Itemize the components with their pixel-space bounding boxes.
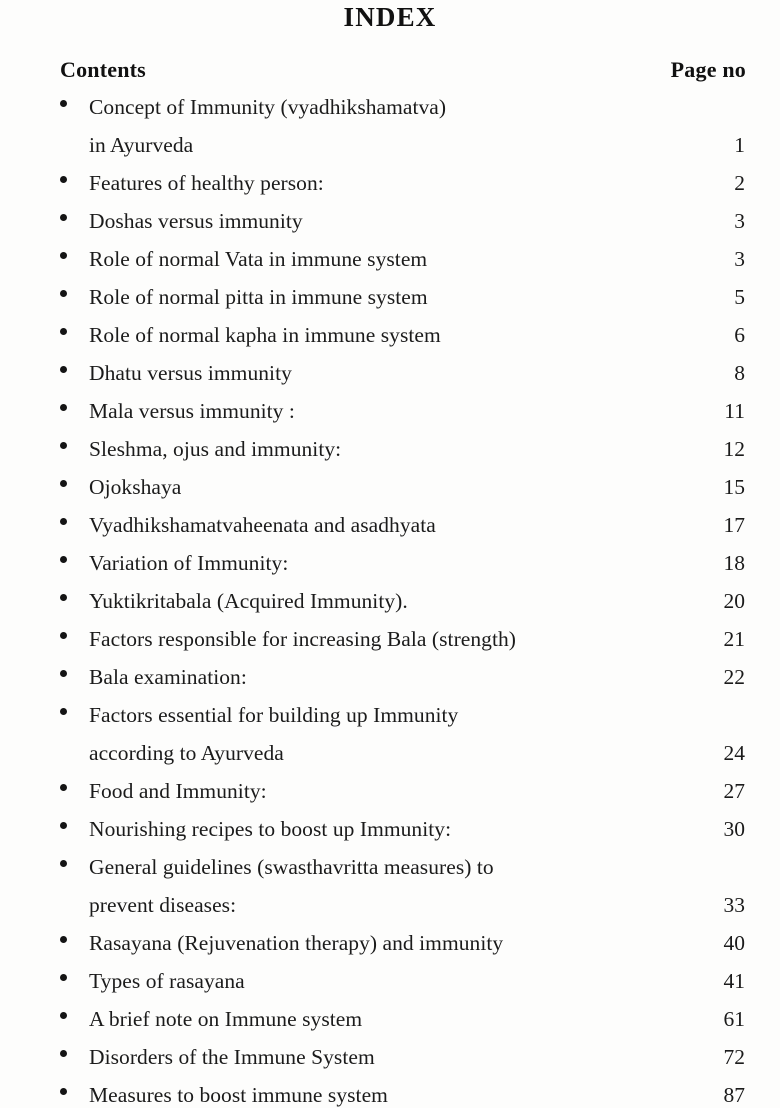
contents-column-header: Contents	[60, 57, 146, 82]
bullet-icon	[60, 784, 67, 791]
toc-entry-page-number: 22	[723, 665, 745, 689]
toc-entry-title-line: prevent diseases:	[89, 893, 237, 917]
toc-entry-page-number: 40	[723, 931, 745, 955]
toc-entry[interactable]	[0, 848, 780, 924]
toc-entry[interactable]	[0, 278, 780, 316]
toc-entry-title-line: Dhatu versus immunity	[89, 361, 292, 385]
toc-entry[interactable]	[0, 240, 780, 278]
toc-entry-title-line: A brief note on Immune system	[89, 1007, 363, 1031]
toc-entry[interactable]	[0, 544, 780, 582]
bullet-icon	[60, 708, 67, 715]
toc-entry-title	[89, 278, 669, 316]
toc-entry-title	[89, 164, 669, 202]
bullet-icon	[60, 1050, 67, 1057]
toc-entry-title-line: Doshas versus immunity	[89, 209, 303, 233]
bullet-icon	[60, 1088, 67, 1095]
toc-entry-title-line: Role of normal pitta in immune system	[89, 285, 428, 309]
toc-entry-title	[89, 848, 669, 924]
toc-entry-title	[89, 582, 669, 620]
toc-entry[interactable]	[0, 696, 780, 772]
bullet-icon	[60, 632, 67, 639]
toc-entry[interactable]	[0, 468, 780, 506]
toc-entry-title-line: Vyadhikshamatvaheenata and asadhyata	[89, 513, 436, 537]
bullet-icon	[60, 594, 67, 601]
toc-entry-page-number: 21	[723, 627, 745, 651]
toc-entry-title	[89, 506, 669, 544]
toc-entry-page-number: 27	[723, 779, 745, 803]
toc-entry[interactable]	[0, 658, 780, 696]
toc-entry-title-line: Role of normal kapha in immune system	[89, 323, 441, 347]
toc-entry-page-number: 33	[723, 893, 745, 917]
bullet-icon	[60, 328, 67, 335]
bullet-icon	[60, 670, 67, 677]
toc-entry-title	[89, 620, 669, 658]
toc-entry-page-number: 8	[734, 361, 745, 385]
toc-entry-title-line: Food and Immunity:	[89, 779, 267, 803]
page-title: INDEX	[343, 2, 437, 32]
toc-entry-title-line: Features of healthy person:	[89, 171, 324, 195]
bullet-icon	[60, 860, 67, 867]
toc-entry[interactable]	[0, 316, 780, 354]
toc-entry[interactable]	[0, 354, 780, 392]
toc-entry-title-line: Disorders of the Immune System	[89, 1045, 375, 1069]
toc-entry[interactable]	[0, 772, 780, 810]
toc-entry-page-number: 87	[723, 1083, 745, 1107]
toc-entry-title-line: Types of rasayana	[89, 969, 245, 993]
toc-entry-title-line: Rasayana (Rejuvenation therapy) and immunity	[89, 931, 504, 955]
toc-entry-title	[89, 696, 669, 772]
toc-entry[interactable]	[0, 392, 780, 430]
toc-entry[interactable]	[0, 620, 780, 658]
toc-entry-title-line: Concept of Immunity (vyadhikshamatva)	[89, 95, 447, 119]
bullet-icon	[60, 214, 67, 221]
toc-entry[interactable]	[0, 506, 780, 544]
toc-entry-title	[89, 1076, 669, 1114]
toc-entry-page-number: 41	[723, 969, 745, 993]
toc-entry-page-number: 3	[734, 209, 745, 233]
toc-entry[interactable]	[0, 810, 780, 848]
toc-entry-title	[89, 810, 669, 848]
toc-entry-page-number: 15	[723, 475, 745, 499]
toc-entry-title	[89, 316, 669, 354]
toc-entry-title	[89, 240, 669, 278]
page-number-column-header: Page no	[670, 57, 746, 82]
toc-entry-title-line: Role of normal Vata in immune system	[89, 247, 428, 271]
toc-entry-page-number: 2	[734, 171, 745, 195]
toc-entry-title-line: Factors essential for building up Immunity	[89, 703, 459, 727]
toc-entry-title-line: Sleshma, ojus and immunity:	[89, 437, 342, 461]
bullet-icon	[60, 518, 67, 525]
toc-entry[interactable]	[0, 430, 780, 468]
table-header-row	[60, 57, 746, 85]
toc-entry-title	[89, 202, 669, 240]
bullet-icon	[60, 556, 67, 563]
toc-entry-page-number: 30	[723, 817, 745, 841]
toc-entry-title-line: Bala examination:	[89, 665, 247, 689]
toc-entry-title	[89, 392, 669, 430]
toc-entry[interactable]	[0, 962, 780, 1000]
toc-entry-page-number: 20	[723, 589, 745, 613]
toc-entry-page-number: 11	[724, 399, 745, 423]
toc-entry-page-number: 12	[723, 437, 745, 461]
bullet-icon	[60, 974, 67, 981]
toc-entry-title	[89, 468, 669, 506]
toc-entry-page-number: 17	[723, 513, 745, 537]
toc-entry[interactable]	[0, 1076, 780, 1114]
bullet-icon	[60, 1012, 67, 1019]
toc-entry-title	[89, 1038, 669, 1076]
toc-entry[interactable]	[0, 164, 780, 202]
bullet-icon	[60, 404, 67, 411]
toc-entry-title-line: Variation of Immunity:	[89, 551, 289, 575]
toc-entry[interactable]	[0, 924, 780, 962]
bullet-icon	[60, 290, 67, 297]
toc-entry-page-number: 18	[723, 551, 745, 575]
toc-entry-title-line: Mala versus immunity :	[89, 399, 295, 423]
toc-entry-title-line: General guidelines (swasthavritta measures) to	[89, 855, 494, 879]
toc-entry-title	[89, 962, 669, 1000]
toc-entry-title-line: Ojokshaya	[89, 475, 182, 499]
bullet-icon	[60, 176, 67, 183]
table-of-contents-list	[0, 88, 780, 1114]
toc-entry-page-number: 72	[723, 1045, 745, 1069]
toc-entry-page-number: 3	[734, 247, 745, 271]
toc-entry-title	[89, 1000, 669, 1038]
bullet-icon	[60, 100, 67, 107]
toc-entry-title-line: according to Ayurveda	[89, 741, 284, 765]
toc-entry[interactable]	[0, 88, 780, 164]
toc-entry-page-number: 61	[723, 1007, 745, 1031]
toc-entry-title-line: Yuktikritabala (Acquired Immunity).	[89, 589, 408, 613]
toc-entry-title	[89, 924, 669, 962]
toc-entry[interactable]	[0, 202, 780, 240]
toc-entry-title-line: Factors responsible for increasing Bala (strength)	[89, 627, 516, 651]
toc-entry-title-line: in Ayurveda	[89, 133, 194, 157]
toc-entry[interactable]	[0, 582, 780, 620]
bullet-icon	[60, 252, 67, 259]
toc-entry-title	[89, 544, 669, 582]
toc-entry-page-number: 5	[734, 285, 745, 309]
toc-entry-title	[89, 430, 669, 468]
toc-entry-title-line: Measures to boost immune system	[89, 1083, 388, 1107]
toc-entry-page-number: 6	[734, 323, 745, 347]
bullet-icon	[60, 936, 67, 943]
bullet-icon	[60, 822, 67, 829]
toc-entry-title-line: Nourishing recipes to boost up Immunity:	[89, 817, 452, 841]
toc-entry-title	[89, 658, 669, 696]
toc-entry-title	[89, 772, 669, 810]
toc-entry-title	[89, 88, 669, 164]
toc-entry-page-number: 24	[723, 741, 745, 765]
toc-entry-page-number: 1	[734, 133, 745, 157]
bullet-icon	[60, 442, 67, 449]
bullet-icon	[60, 480, 67, 487]
bullet-icon	[60, 366, 67, 373]
toc-entry-title	[89, 354, 669, 392]
toc-entry[interactable]	[0, 1000, 780, 1038]
toc-entry[interactable]	[0, 1038, 780, 1076]
